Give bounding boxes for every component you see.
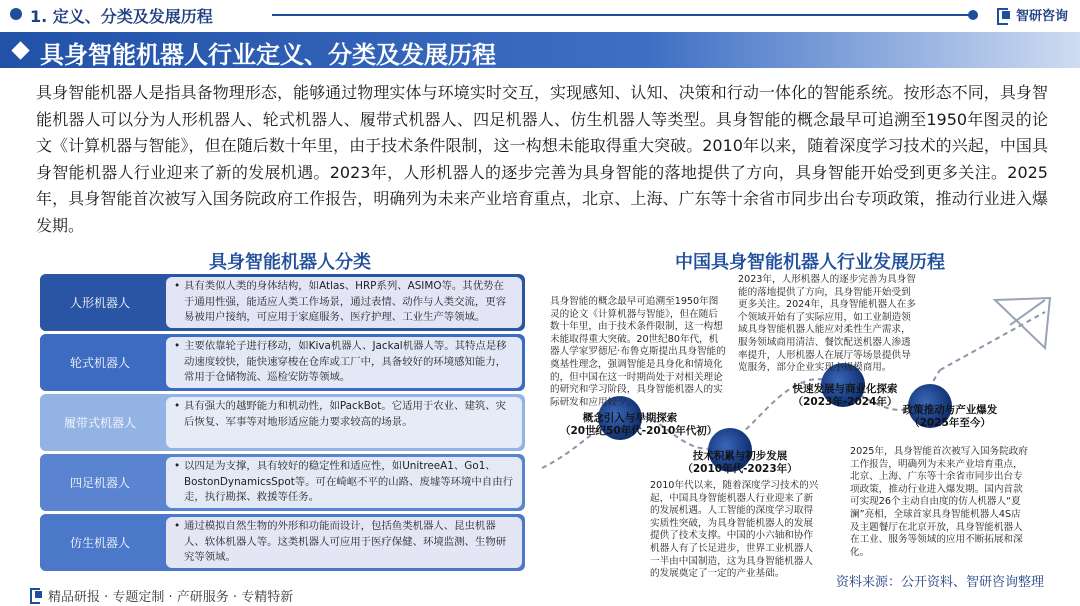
section-dot-icon [10,8,22,20]
category-row [40,334,525,391]
arrow-icon [995,298,1050,348]
category-row [40,454,525,511]
phase-2-period: （2010年代-2023年） [682,463,798,475]
diamond-icon [11,41,29,59]
category-label: 履带式机器人 [40,394,160,451]
brand [996,5,1068,24]
phase-3-label [780,383,910,409]
intro-paragraph: 具身智能机器人是指具备物理形态，能够通过物理实体与环境实时交互，实现感知、认知、决策和行动一体化的智能系统。按形态不同，具身智能机器人可以分为人形机器人、轮式机器人、履带式机器人、四足机器人、仿生机器人等类型。具身智能的概念最早可追溯至1950年图灵的论文《计算机器与智能》，但在随后数十年里，由于技术条件限制，这一构想未能取得重大突破。2010年以来，随着深度学习技术的兴起，中国具身智能机器人行业迎来了新的发展机遇。2023年，人形机器人的逐步完善为具身智能的落地提供了方向，具身智能开始受到更多关注。2025年，具身智能首次被写入国务院政府工作报告，明确列为未来产业培育重点，北京、上海、广东等十余省市同步出台专项政策，推动行业进入爆发期。 [36,83,1048,235]
classification-title: 具身智能机器人分类 [209,252,371,273]
category-label: 人形机器人 [40,274,160,331]
phase-4-period: （2025年至今） [909,417,991,429]
phase-4-name: 政策推动与产业爆发 [902,404,998,416]
category-label: 四足机器人 [40,454,160,511]
page-title: 具身智能机器人行业定义、分类及发展历程 [40,41,496,69]
source-note: 资料来源：公开资料、智研咨询整理 [835,575,1044,590]
phase-2-name: 技术积累与初步发展 [692,450,788,462]
category-desc: • 主要依靠轮子进行移动，如Kiva机器人、Jackal机器人等。其特点是移动速度较快，能快速穿梭在仓库或工厂中，具备较好的环境感知能力，常用于仓储物流、巡检安防等领域。 [166,337,522,388]
category-label: 轮式机器人 [40,334,160,391]
phase-1-name: 概念引入与早期探索 [582,412,678,424]
phase-3-period: （2023年-2024年） [792,396,898,408]
divider-end-icon [968,10,978,20]
phase-4-label [895,404,1005,430]
phase-4-text: 2025年，具身智能首次被写入国务院政府工作报告，明确列为未来产业培育重点，北京、上海、广东等十余省市同步出台专项政策，推动行业进入爆发期。国内首款可实现26个主动自由度的仿人机器人“夏澜”亮相，全球首家具身智能机器人4S店及主题餐厅在北京开放，具身智能机器人在工业、服务等领域的应用不断拓展和深化。 [850,446,1028,558]
brand-logo-icon [996,7,1012,23]
title-banner [0,32,1080,68]
footer [0,582,1080,606]
category-label: 仿生机器人 [40,514,160,571]
phase-2-label [680,450,800,476]
phase-2-text: 2010年代以来，随着深度学习技术的兴起，中国具身智能机器人行业迎来了新的发展机遇。人工智能的深度学习取得实质性突破，为具身智能机器人的发展提供了技术支撑。中国的小六轴和协作机器人有了长足进步，世界工业机器人一半由中国制造，这为具身智能机器人的发展奠定了一定的产业基础。 [650,480,819,580]
section-title: 1. 定义、分类及发展历程 [30,7,213,26]
timeline-title: 中国具身智能机器人行业发展历程 [675,252,945,273]
category-desc: • 以四足为支撑，具有较好的稳定性和适应性，如UnitreeA1、Go1、BostonDynamicsSpot等。可在崎岖不平的山路、废墟等环境中自由行走，执行勘探、救援等任务。 [166,457,522,508]
phase-3-name: 快速发展与商业化探索 [792,383,898,395]
section-header [0,0,1080,30]
phase-1-period: （20世纪50年代-2010年代初） [560,425,718,437]
header-divider [272,14,972,16]
category-desc: • 具有类似人类的身体结构，如Atlas、HRP系列、ASIMO等。其优势在于通用性强，能适应人类工作场景，通过表情、动作与人类交流，更容易被用户接纳，可应用于家庭服务、医疗护理、工业生产等领域。 [166,277,522,328]
footer-text: 精品研报 · 专题定制 · 产研服务 · 专精特新 [48,590,294,605]
category-desc: • 具有强大的越野能力和机动性，如PackBot。它适用于农业、建筑、灾后恢复、军事等对地形适应能力要求较高的场景。 [166,397,522,448]
phase-1-text: 具身智能的概念最早可追溯至1950年图灵的论文《计算机器与智能》，但在随后数十年里，由于技术条件限制，这一构想未能取得重大突破。20世纪80年代，机器人学家罗德尼·布鲁克斯提出具身智能的奠基性理念，强调智能是具身化和情境化的，但中国在这一时期尚处于对相关理论的研究和学习阶段，具身智能机器人的实际研发和应用较少。 [550,296,726,408]
category-row [40,394,525,451]
phase-1-label [560,412,718,438]
category-row [40,274,525,331]
category-row [40,514,525,571]
category-desc: • 通过模拟自然生物的外形和功能而设计，包括鱼类机器人、昆虫机器人、软体机器人等。这类机器人可应用于医疗保健、环境监测、生物研究等领域。 [166,517,522,568]
footer-logo-icon [30,588,44,602]
timeline-diagram [540,270,1075,592]
phase-3-text: 2023年，人形机器人的逐步完善为具身智能的落地提供了方向，具身智能开始受到更多关注。2024年，具身智能机器人在多个领域开始有了实际应用，如工业制造领域具身智能机器人能应对柔性生产需求，服务领域商用清洁、餐饮配送机器人渗透率提升，人形机器人在展厅等场景提供导览服务，部分企业实现小规模商用。 [738,274,916,374]
brand-name: 智研咨询 [1015,9,1068,24]
